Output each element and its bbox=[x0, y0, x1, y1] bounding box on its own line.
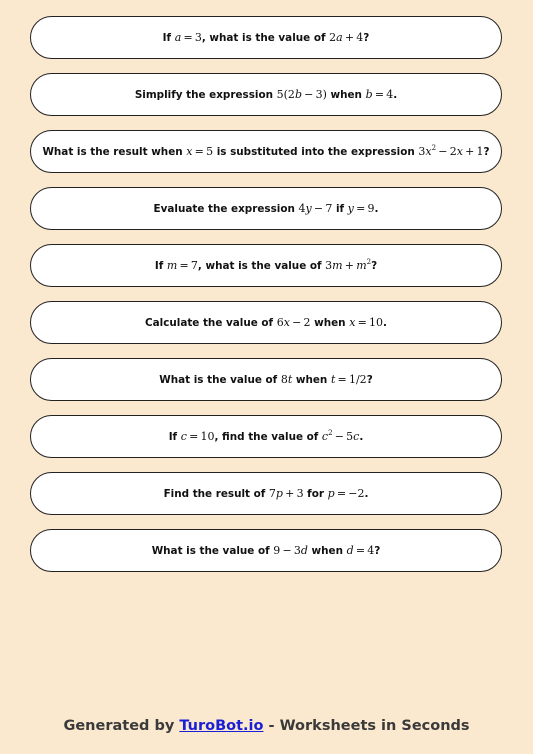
math-expression: t = 1/2 bbox=[330, 373, 367, 386]
math-expression: m = 7 bbox=[166, 259, 198, 272]
math-expression: $c^2 - 5c$ bbox=[321, 429, 360, 443]
question-text: What is the value of 9 − 3d when d = 4? bbox=[151, 544, 381, 557]
footer-suffix: - Worksheets in Seconds bbox=[263, 718, 470, 734]
question-card bbox=[30, 301, 502, 344]
math-expression: x = 10 bbox=[349, 316, 384, 329]
question-card bbox=[30, 415, 502, 458]
question-text: Simplify the expression 5(2b − 3) when b = 4. bbox=[134, 88, 398, 101]
question-text: If c = 10, find the value of $c^2 - 5c$. bbox=[168, 429, 364, 443]
question-card bbox=[30, 16, 502, 59]
question-card bbox=[30, 529, 502, 572]
math-expression: $3x^2 - 2x + 1$ bbox=[418, 144, 484, 158]
math-expression: 9 − 3d bbox=[273, 544, 308, 557]
math-expression: b = 4 bbox=[365, 88, 394, 101]
math-expression: p = −2 bbox=[327, 487, 365, 500]
question-text: Calculate the value of 6x − 2 when x = 10. bbox=[145, 316, 387, 329]
math-expression: d = 4 bbox=[346, 544, 375, 557]
question-text: What is the result when x = 5 is substituted into the expression $3x^2 - 2x + 1$? bbox=[42, 144, 490, 158]
math-expression: $3m + m^2$ bbox=[325, 258, 372, 272]
math-expression: 8t bbox=[280, 373, 293, 386]
footer bbox=[0, 718, 533, 734]
question-card bbox=[30, 472, 502, 515]
math-expression: 7p + 3 bbox=[268, 487, 304, 500]
math-expression: 5(2b − 3) bbox=[276, 88, 327, 101]
math-expression: x = 5 bbox=[186, 145, 214, 158]
footer-prefix: Generated by bbox=[63, 718, 180, 734]
question-card bbox=[30, 73, 502, 116]
question-text: Find the result of 7p + 3 for p = −2. bbox=[163, 487, 369, 500]
question-card bbox=[30, 244, 502, 287]
math-expression: 2a + 4 bbox=[329, 31, 364, 44]
question-text: Evaluate the expression 4y − 7 if y = 9. bbox=[153, 202, 379, 215]
question-card bbox=[30, 130, 502, 173]
question-text: If m = 7, what is the value of $3m + m^2$? bbox=[154, 258, 378, 272]
question-list bbox=[30, 16, 502, 586]
math-expression: a = 3 bbox=[174, 31, 202, 44]
question-text: What is the value of 8t when t = 1/2? bbox=[159, 373, 373, 386]
turobot-link[interactable]: TuroBot.io bbox=[179, 718, 264, 734]
question-text: If a = 3, what is the value of 2a + 4? bbox=[162, 31, 370, 44]
math-expression: 4y − 7 bbox=[298, 202, 333, 215]
math-expression: y = 9 bbox=[347, 202, 375, 215]
question-card bbox=[30, 187, 502, 230]
question-card bbox=[30, 358, 502, 401]
math-expression: 6x − 2 bbox=[276, 316, 311, 329]
math-expression: c = 10 bbox=[180, 430, 215, 443]
